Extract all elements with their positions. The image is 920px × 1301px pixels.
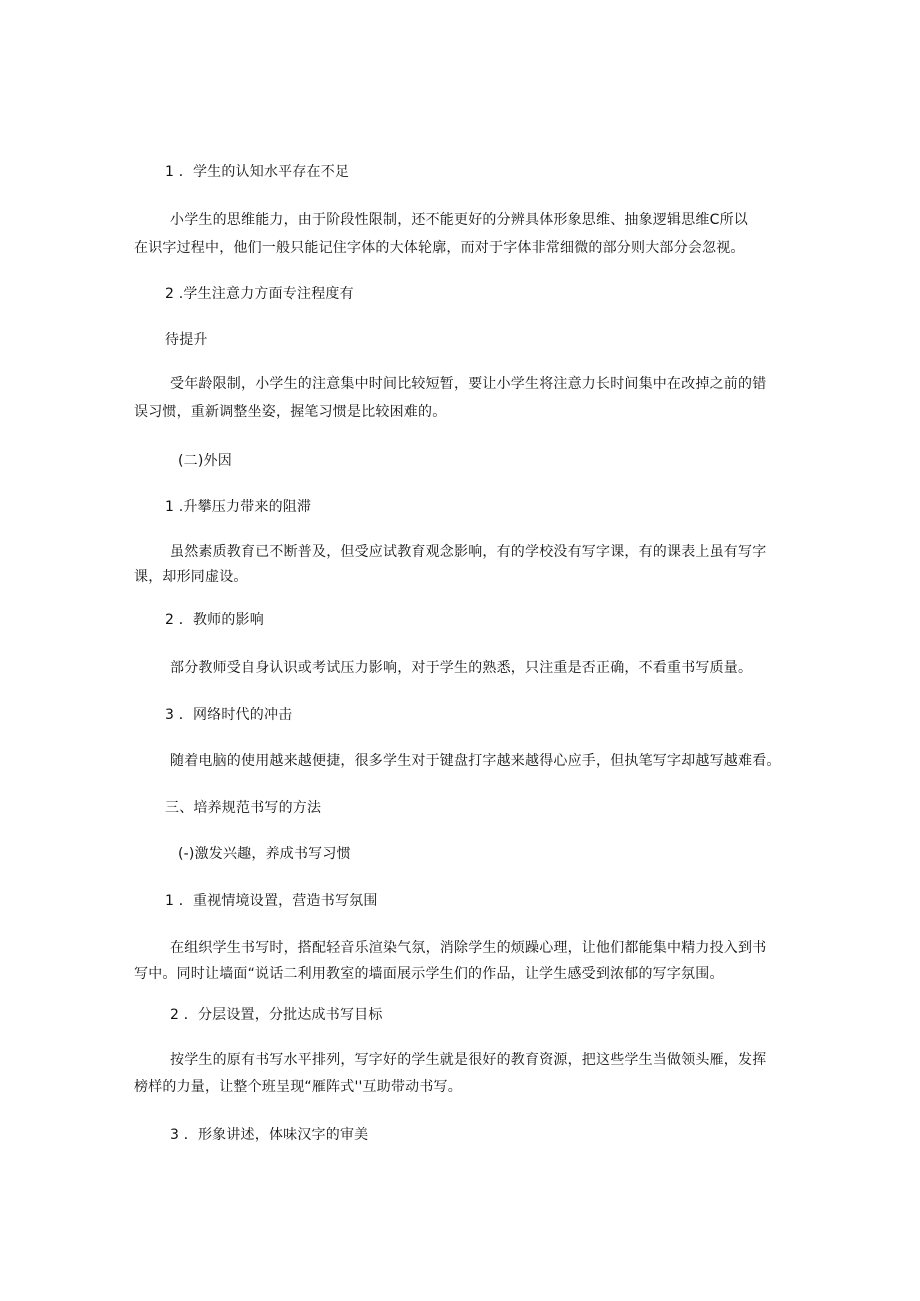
paragraph-age-limit-line2: 误习惯，重新调整坐姿，握笔习惯是比较困难的。 xyxy=(134,404,447,420)
heading-layered-setting: 2 ．分层设置，分批达成书写目标 xyxy=(170,1007,383,1023)
paragraph-quality-education-line1: 虽然素质教育已不断普及，但受应试教育观念影响，有的学校没有写字课，有的课表上虽有写字 xyxy=(170,544,767,560)
paragraph-teachers: 部分教师受自身认识或考试压力影响，对于学生的熟悉，只注重是否正确，不看重书写质量。 xyxy=(170,660,753,676)
paragraph-ranking-line2: 榜样的力量，让整个班呈现“雁阵式''互助带动书写。 xyxy=(134,1079,462,1095)
paragraph-ranking-line1: 按学生的原有书写水平排列，写字好的学生就是很好的教育资源，把这些学生当做领头雁，发挥 xyxy=(170,1052,767,1068)
heading-stimulate-interest: (-)激发兴趣，养成书写习惯 xyxy=(178,846,351,862)
heading-situation-setting: 1 ．重视情境设置，营造书写氛围 xyxy=(165,893,378,909)
paragraph-thinking-ability-line1: 小学生的思维能力，由于阶段性限制，还不能更好的分辨具体形象思维、抽象逻辑思维C所以 xyxy=(170,212,748,228)
paragraph-computers: 随着电脑的使用越来越便捷，很多学生对于键盘打字越来越得心应手，但执笔写字却越写越难看。 xyxy=(170,753,781,769)
heading-teacher-influence: 2 ．教师的影响 xyxy=(165,612,264,628)
heading-cognitive-level: 1 ．学生的认知水平存在不足 xyxy=(165,164,350,180)
heading-exam-pressure: 1 .升攀压力带来的阻滞 xyxy=(165,499,312,515)
paragraph-age-limit-line1: 受年龄限制，小学生的注意集中时间比较短暂，要让小学生将注意力长时间集中在改掉之前的错 xyxy=(170,376,767,392)
heading-vivid-narration: 3 ．形象讲述，体味汉字的审美 xyxy=(170,1127,369,1143)
paragraph-organize-writing-line2: 写中。同时让墙面“说话二利用教室的墙面展示学生们的作品，让学生感受到浓郁的写字氛围。 xyxy=(134,966,724,982)
paragraph-thinking-ability-line2: 在识字过程中，他们一般只能记住字体的大体轮廓，而对于字体非常细微的部分则大部分会忽视。 xyxy=(134,240,745,256)
heading-attention-cont: 待提升 xyxy=(165,332,208,348)
paragraph-organize-writing-line1: 在组织学生书写时，搭配轻音乐渲染气氛，消除学生的烦躁心理，让他们都能集中精力投入到书 xyxy=(170,940,767,956)
heading-internet-era: 3 ．网络时代的冲击 xyxy=(165,707,293,723)
heading-attention: 2 .学生注意力方面专注程度有 xyxy=(165,286,354,302)
paragraph-quality-education-line2: 课，却形同虚设。 xyxy=(134,569,248,585)
heading-external-causes: (二)外因 xyxy=(178,453,232,469)
heading-section-three: 三、培养规范书写的方法 xyxy=(165,800,322,816)
